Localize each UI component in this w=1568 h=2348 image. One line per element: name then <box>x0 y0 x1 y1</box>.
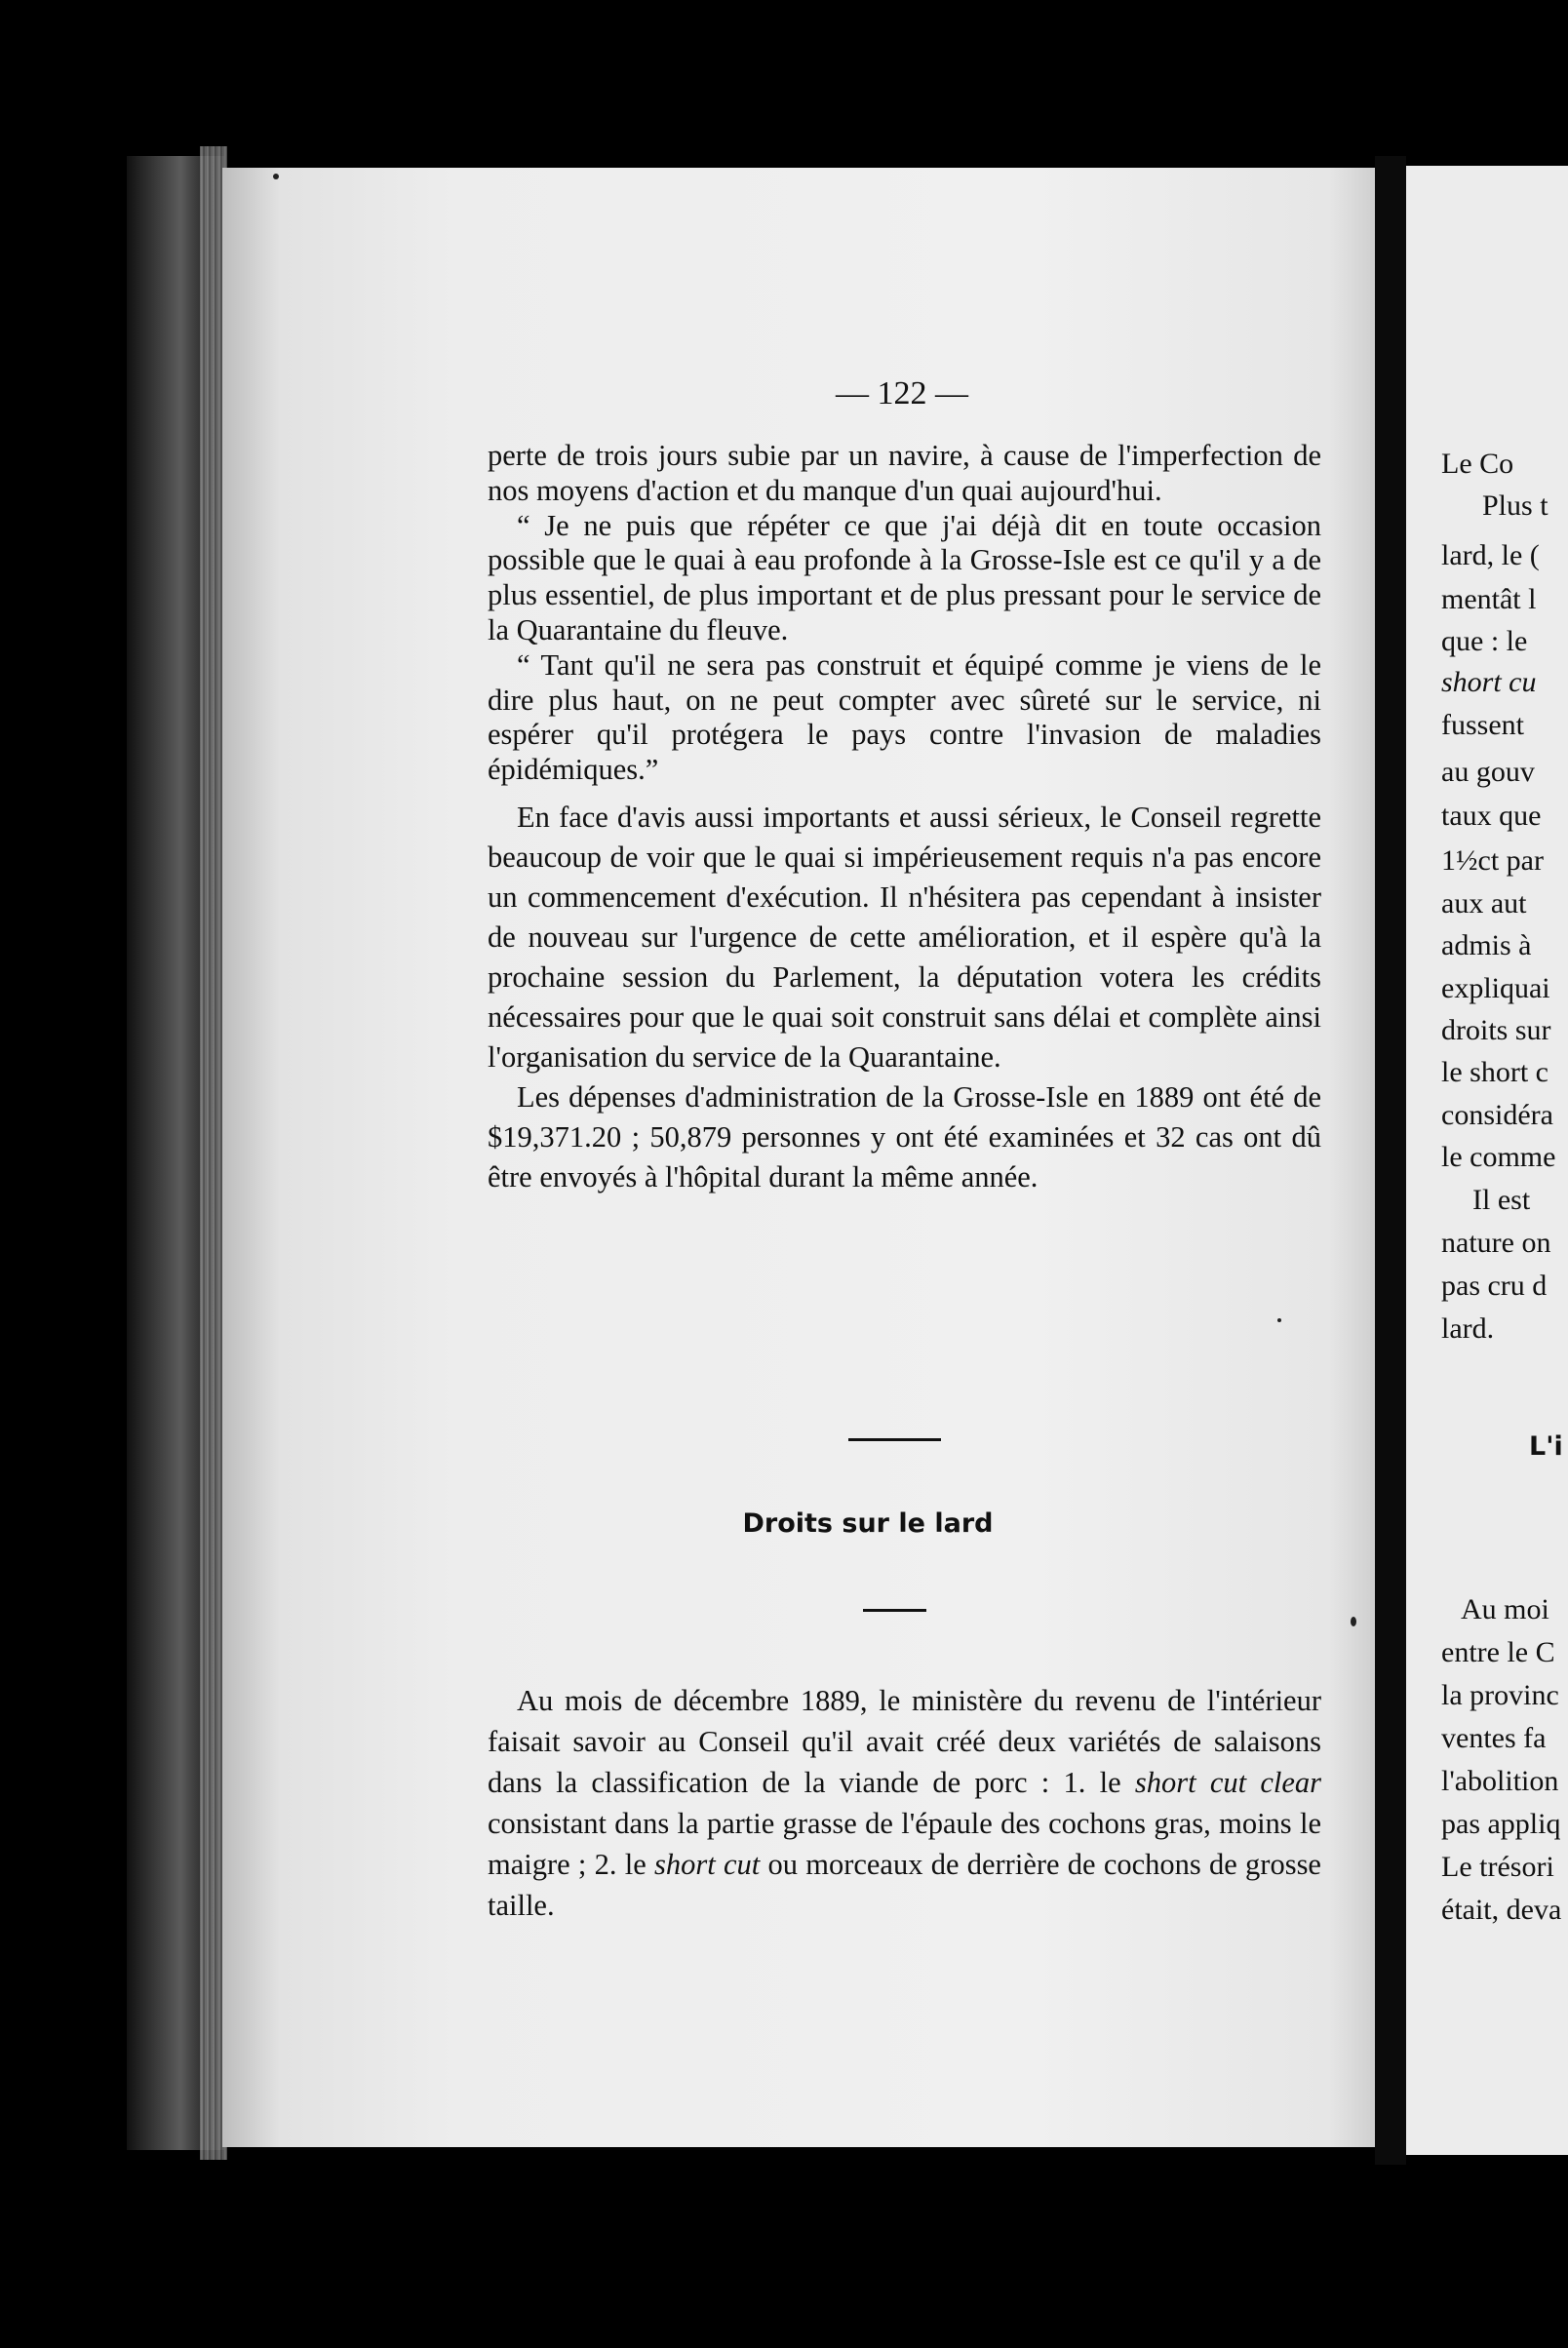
facing-line: était, deva <box>1441 1894 1562 1926</box>
body-text-lower <box>488 1680 1321 1926</box>
term-short-cut: short cut <box>654 1848 761 1881</box>
scan-speck <box>1351 1617 1356 1626</box>
facing-line: que : le <box>1441 625 1528 657</box>
page-gutter <box>1375 156 1406 2165</box>
facing-line: short cu <box>1441 666 1537 698</box>
facing-line: 1½ct par <box>1441 844 1544 877</box>
paragraph-6-part-c: consistant dans la partie grasse de l'épaule des cochons gras, moins le maigre ; 2. le <box>488 1807 1321 1881</box>
body-text-upper <box>488 439 1321 1197</box>
paragraph-6-part-e: ou morceaux de derrière de cochons de grosse taille. <box>488 1848 1321 1922</box>
scan-speck <box>273 174 279 179</box>
paragraph-6 <box>488 1680 1321 1926</box>
facing-line: la provinc <box>1441 1679 1559 1711</box>
facing-line: droits sur <box>1441 1014 1551 1046</box>
facing-line: expliquai <box>1441 972 1550 1004</box>
divider-top <box>848 1438 941 1441</box>
paragraph-3: “ Tant qu'il ne sera pas construit et équipé comme je viens de le dire plus haut, on ne peut compter avec sûreté sur le service, ni espérer qu'il protégera le pays contre l'invasion de maladies épidémiques.” <box>488 647 1321 787</box>
section-heading: Droits sur le lard <box>742 1508 994 1539</box>
facing-line: Le Co <box>1441 448 1514 480</box>
facing-line: Plus t <box>1482 489 1548 522</box>
facing-line: l'abolition <box>1441 1765 1559 1797</box>
facing-line: admis à <box>1441 929 1532 961</box>
paragraph-2: “ Je ne puis que répéter ce que j'ai déjà dit en toute occasion possible que le quai à eau profonde à la Grosse-Isle est ce qu'il y a de plus essentiel, de plus important et de plus pressant pour le service de la Quarantaine du fleuve. <box>488 508 1321 646</box>
facing-line: pas cru d <box>1441 1270 1548 1302</box>
facing-line: considéra <box>1441 1099 1553 1131</box>
facing-line: nature on <box>1441 1227 1551 1259</box>
facing-line: taux que <box>1441 800 1542 832</box>
paragraph-1: perte de trois jours subie par un navire, à cause de l'imperfection de nos moyens d'action et du manque d'un quai aujourd'hui. <box>488 439 1321 507</box>
facing-line: mentât l <box>1441 583 1537 615</box>
facing-line: Au moi <box>1461 1593 1549 1625</box>
facing-line: fussent <box>1441 709 1524 741</box>
facing-line: Il est <box>1472 1184 1531 1216</box>
facing-line: pas appliq <box>1441 1808 1561 1840</box>
paragraph-4: En face d'avis aussi importants et aussi sérieux, le Conseil regrette beaucoup de voir que le quai si impérieusement requis n'a pas encore un commencement d'exécution. Il n'hésitera pas cependant à insister de nouveau sur l'urgence de cette amélioration, et il espère qu'à la prochaine session du Parlement, la députation votera les crédits nécessaires pour que le quai soit construit sans délai et complète ainsi l'organisation du service de la Quarantaine. <box>488 800 1321 1074</box>
paragraph-5: Les dépenses d'administration de la Grosse-Isle en 1889 ont été de $19,371.20 ; 50,879 personnes y ont été examinées et 32 cas ont dû être envoyés à l'hôpital durant la même année. <box>488 1079 1321 1194</box>
divider-bottom <box>863 1609 926 1612</box>
facing-line: au gouv <box>1441 756 1535 788</box>
facing-line: aux aut <box>1441 887 1527 920</box>
term-short-cut-clear: short cut clear <box>1134 1766 1321 1799</box>
paragraph-6-part-a: Au mois de décembre 1889, le ministère du revenu de l'intérieur faisait savoir au Conseil qu'il avait créé deux variétés de salaisons dans la classification de la viande de porc : 1. le <box>488 1684 1321 1799</box>
facing-line: le comme <box>1441 1141 1556 1173</box>
facing-heading: L'i <box>1529 1431 1563 1462</box>
facing-line: lard. <box>1441 1312 1495 1345</box>
facing-line: ventes fa <box>1441 1722 1547 1754</box>
scan-speck <box>1277 1318 1281 1322</box>
facing-line: le short c <box>1441 1056 1548 1088</box>
facing-line: Le trésori <box>1441 1851 1554 1883</box>
facing-line: lard, le ( <box>1441 539 1540 571</box>
page-number: — 122 — <box>836 375 968 411</box>
facing-line: entre le C <box>1441 1636 1555 1668</box>
